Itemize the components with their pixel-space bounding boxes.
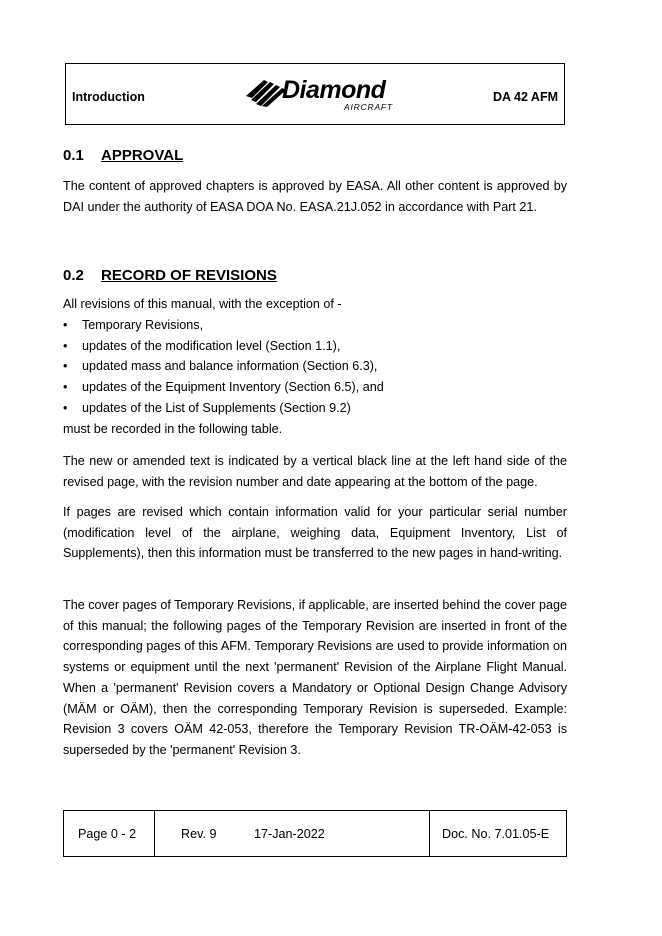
footer-doc: Doc. No. 7.01.05-E xyxy=(442,827,550,841)
bullet-text: Temporary Revisions, xyxy=(82,318,204,332)
list-item xyxy=(63,359,377,373)
list-item xyxy=(63,339,340,353)
footer-divider xyxy=(154,811,155,856)
page-header xyxy=(65,63,565,125)
list-item xyxy=(63,318,203,332)
bullet-text: updated mass and balance information (Section 6.3), xyxy=(82,359,378,373)
approval-number: 0.1 xyxy=(63,147,84,164)
bullet-text: updates of the modification level (Section 1.1), xyxy=(82,339,341,353)
logo-word: Diamond xyxy=(282,76,386,104)
footer-divider xyxy=(429,811,430,856)
revisions-intro: All revisions of this manual, with the exception of - xyxy=(63,297,342,311)
bullet-char: • xyxy=(63,380,68,394)
bullet-char: • xyxy=(63,318,68,332)
list-item xyxy=(63,401,351,415)
approval-text: The content of approved chapters is approved by EASA. All other content is approved by DAI under the authority of EASA DOA No. EASA.21J.052 in accordance with Part 21. xyxy=(63,179,567,214)
list-item xyxy=(63,380,384,394)
page-footer xyxy=(63,810,567,857)
revisions-para-2: If pages are revised which contain information valid for your particular serial number (modification level of the airplane, weighing data, Equipment Inventory, List of Supplements), then this information must be transferred to the new pages in hand-writing. xyxy=(63,505,567,561)
header-section: Introduction xyxy=(72,90,145,104)
footer-date: 17-Jan-2022 xyxy=(254,827,325,841)
revisions-outro: must be recorded in the following table. xyxy=(63,422,283,436)
bullet-char: • xyxy=(63,401,68,415)
revisions-para-1: The new or amended text is indicated by a vertical black line at the left hand side of the revised page, with the revision number and date appearing at the bottom of the page. xyxy=(63,454,567,489)
footer-rev: Rev. 9 xyxy=(181,827,217,841)
heading-revisions xyxy=(63,267,277,284)
bullet-text: updates of the Equipment Inventory (Section 6.5), and xyxy=(82,380,384,394)
diamond-logo xyxy=(244,76,404,114)
revisions-title: RECORD OF REVISIONS xyxy=(101,267,277,284)
logo-subtitle: AIRCRAFT xyxy=(344,102,393,112)
approval-title: APPROVAL xyxy=(101,147,184,164)
revisions-para-3: The cover pages of Temporary Revisions, if applicable, are inserted behind the cover page of this manual; the following pages of the Temporary Revision are inserted in front of the corresponding pages of this AFM. Temporary Revisions are used to provide information on systems or equipment until the next 'permanent' Revision of the Airplane Flight Manual. When a 'permanent' Revision covers a Mandatory or Optional Design Change Advisory (MÄM or OÄM), then the corresponding Temporary Revision is superseded. Example: Revision 3 covers OÄM 42-053, therefore the Temporary Revision TR-OÄM-42-053 is superseded by the 'permanent' Revision 3. xyxy=(63,598,567,757)
bullet-text: updates of the List of Supplements (Section 9.2) xyxy=(82,401,351,415)
revisions-number: 0.2 xyxy=(63,267,84,284)
bullet-char: • xyxy=(63,359,68,373)
bullet-char: • xyxy=(63,339,68,353)
header-manual: DA 42 AFM xyxy=(492,90,558,104)
footer-page: Page 0 - 2 xyxy=(78,827,137,841)
heading-approval xyxy=(63,147,183,164)
